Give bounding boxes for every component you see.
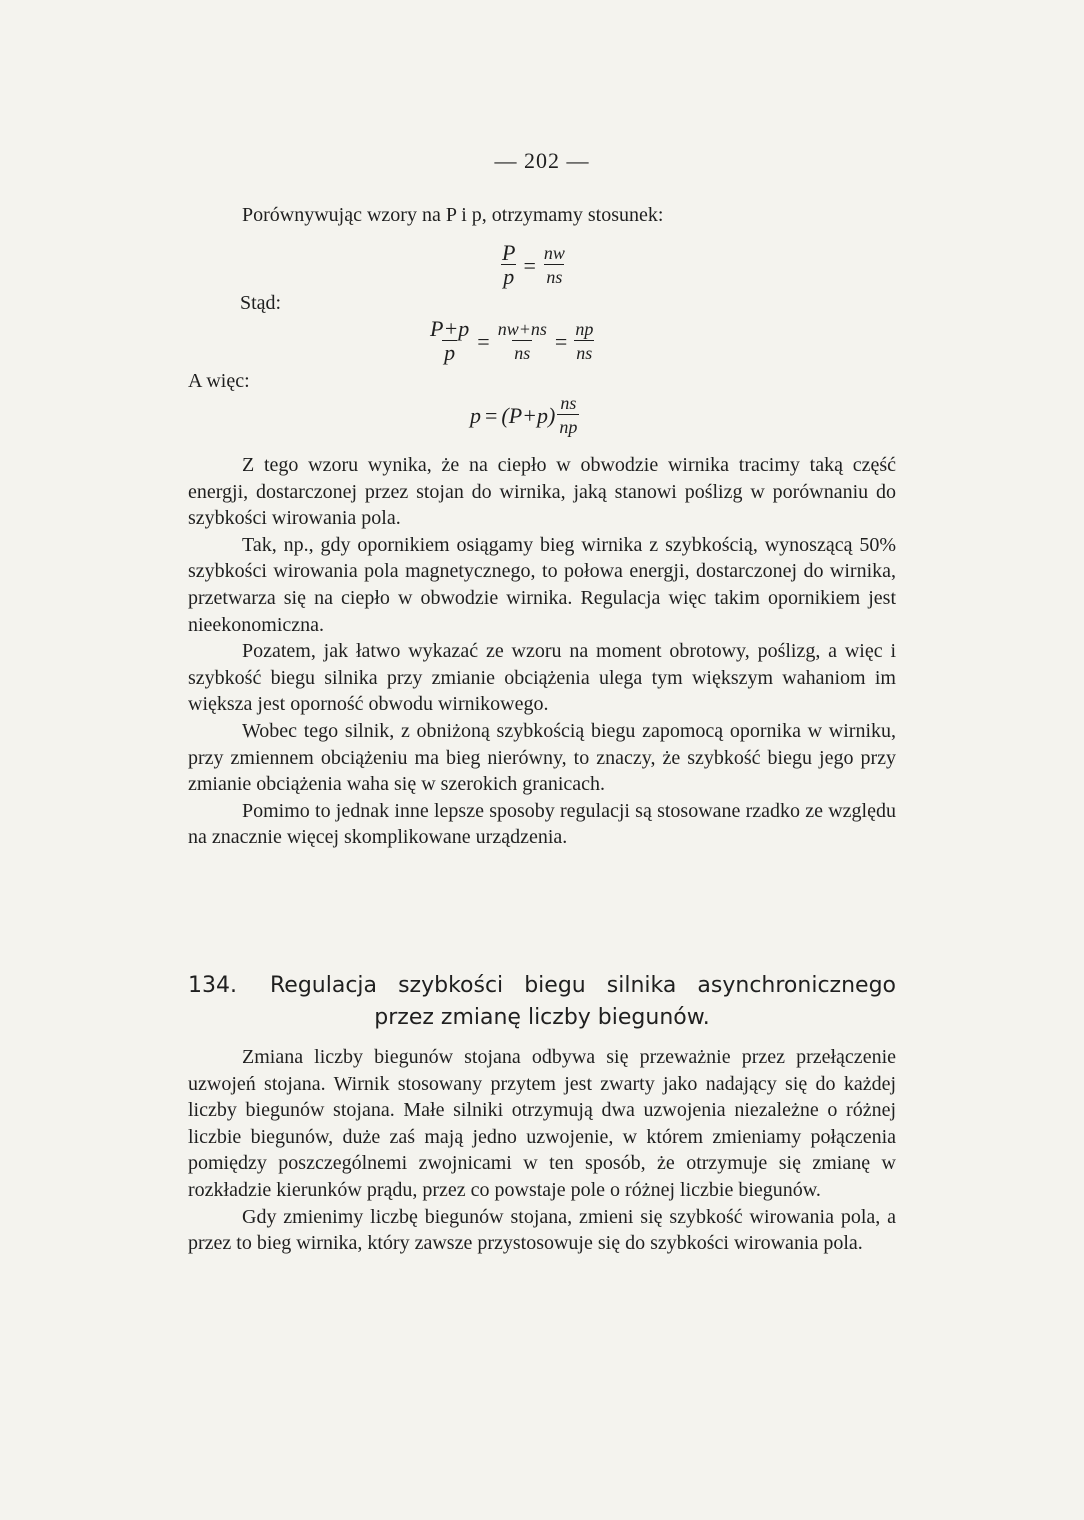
label-a-wiec: A więc: xyxy=(188,370,250,392)
body-text-1 xyxy=(188,452,896,851)
eq1-lhs-den: p xyxy=(503,264,515,289)
eq1-lhs-num: P xyxy=(502,240,516,265)
intro-text: Porównywując wzory na P i p, otrzymamy stosunek: xyxy=(242,204,664,226)
eq1-rhs-fraction xyxy=(542,242,567,289)
eq2-rhs-den: ns xyxy=(574,340,594,365)
page-number: — 202 — xyxy=(494,148,590,173)
eq3-den: np xyxy=(557,414,579,439)
paragraph: Tak, np., gdy opornikiem osiągamy bieg wirnika z szybkością, wynoszącą 50% szybkości wirowania pola magnetycznego, to połowa energji, dostarczonej do wirnika, przetwarza się na ciepło w obwodzie wirnika. Regulacja więc takim opornikiem jest nieekonomiczna. xyxy=(188,533,896,636)
eq3-num: ns xyxy=(560,393,577,413)
eq3-fraction xyxy=(557,392,579,439)
eq2-rhs-num: np xyxy=(575,319,594,339)
section-number: 134. xyxy=(188,973,237,998)
body-text-2 xyxy=(188,1044,896,1257)
eq2-lhs-den: p xyxy=(444,340,456,365)
eq1-rhs-den: ns xyxy=(544,264,564,289)
paragraph: Z tego wzoru wynika, że na ciepło w obwodzie wirnika tracimy taką część energji, dostarczonej przez stojan do wirnika, jaką stanowi poślizg w porównaniu do szybkości wirowania pola. xyxy=(188,454,896,530)
eq2-lhs-fraction xyxy=(428,318,471,365)
eq2-equals-1: = xyxy=(477,328,490,354)
equation-3 xyxy=(470,392,581,439)
paragraph: Zmiana liczby biegunów stojana odbywa się przeważnie przez przełączenie uzwojeń stojana. Wirnik stosowany przytem jest zwarty jako nadający się do każdej liczby biegunów stojana. Małe silniki otrzymują dwa uzwojenia niezależne o różnej liczbie biegunów, duże zaś mają jedno uzwojenie, w którem zmieniamy połączenia pomiędzy poszczególnemi zwojnicami w ten sposób, że otrzymuje się zmianę w rozkładzie kierunków prądu, przez co powstaje pole o różnej liczbie biegunów. xyxy=(188,1046,896,1201)
eq1-lhs-fraction xyxy=(500,242,517,289)
eq2-rhs-fraction xyxy=(573,318,595,365)
eq2-lhs-num: P+p xyxy=(430,316,470,341)
paragraph: Gdy zmienimy liczbę biegunów stojana, zmieni się szybkość wirowania pola, a przez to bieg wirnika, który zawsze przystosowuje się do szybkości wirowania pola. xyxy=(188,1205,896,1255)
section-title-line1: Regulacja szybkości biegu silnika asynchronicznego xyxy=(270,973,896,998)
eq2-mid-den: ns xyxy=(512,340,532,365)
intro-line xyxy=(188,202,896,229)
paragraph: Pomimo to jednak inne lepsze sposoby regulacji są stosowane rzadko ze względu na znacznie więcej skomplikowane urządzenia. xyxy=(188,799,896,849)
eq3-equals: = xyxy=(485,402,498,428)
eq3-factor: (P+p) xyxy=(501,402,556,428)
equation-1 xyxy=(498,242,569,289)
eq3-lhs: p xyxy=(470,402,481,428)
eq2-mid-fraction xyxy=(496,318,549,365)
eq1-equals: = xyxy=(523,252,536,278)
section-title-line2: przez zmianę liczby biegunów. xyxy=(374,1005,710,1030)
paragraph: Pozatem, jak łatwo wykazać ze wzoru na moment obrotowy, poślizg, a więc i szybkość biegu silnika przy zmianie obciążenia ulega tym większym wahaniom im większa jest oporność obwodu wirnikowego. xyxy=(188,640,896,716)
eq2-mid-num: nw+ns xyxy=(497,319,547,339)
equation-2 xyxy=(426,318,597,365)
eq1-rhs-num: nw xyxy=(543,243,565,263)
eq2-equals-2: = xyxy=(554,328,568,354)
paragraph: Wobec tego silnik, z obniżoną szybkością biegu zapomocą opornika w wirniku, przy zmiennem obciążeniu ma bieg nierówny, to znaczy, że szybkość biegu jego przy zmianie obciążenia waha się w szerokich granicach. xyxy=(188,719,896,796)
section-heading xyxy=(188,970,896,1034)
label-stad: Stąd: xyxy=(240,292,282,314)
